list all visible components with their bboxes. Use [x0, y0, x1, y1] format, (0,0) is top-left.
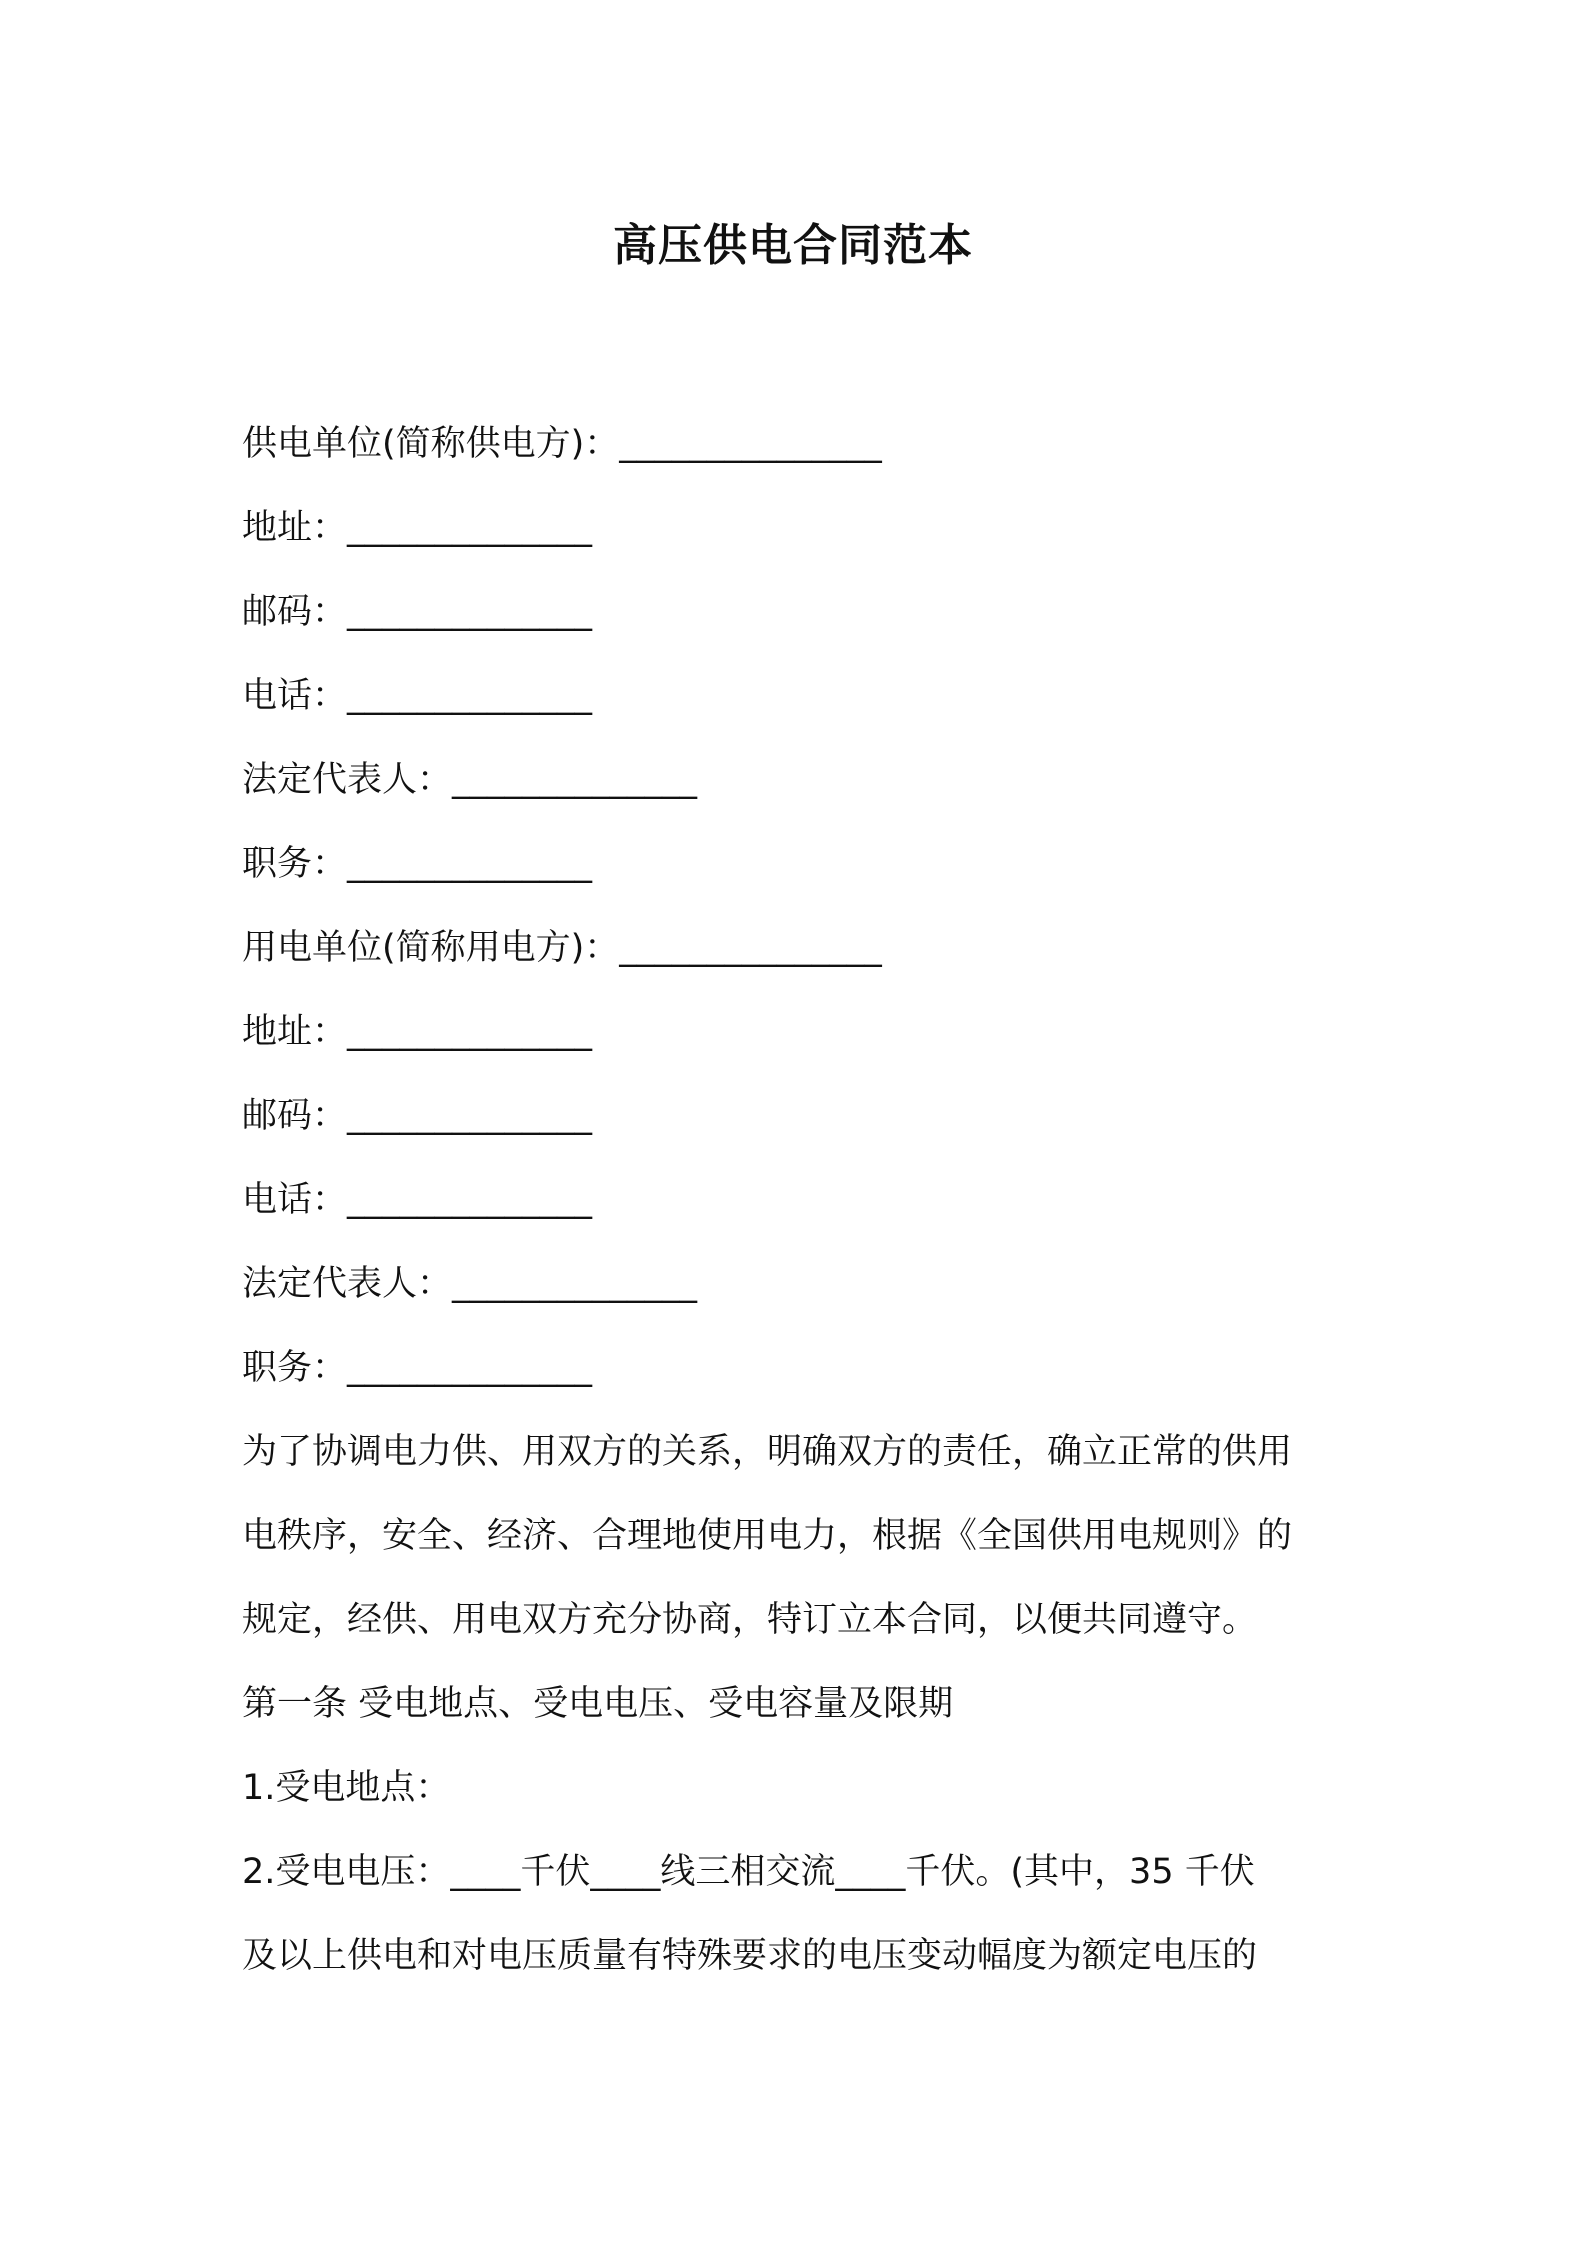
- supplier-postcode-field: 邮码：______________: [242, 592, 593, 632]
- consumer-postcode-field: 邮码：______________: [242, 1096, 593, 1136]
- preamble-line: 为了协调电力供、用双方的关系，明确双方的责任，确立正常的供用: [242, 1432, 1293, 1472]
- consumer-position-field: 职务：______________: [242, 1348, 593, 1388]
- document-title: 高压供电合同范本: [613, 220, 973, 271]
- preamble-line: 电秩序，安全、经济、合理地使用电力，根据《全国供用电规则》的: [242, 1516, 1293, 1556]
- document-body: [242, 402, 1362, 1998]
- item-1-receiving-location: 1.受电地点：: [242, 1768, 451, 1808]
- supplier-address-field: 地址：______________: [242, 508, 593, 548]
- consumer-name-field: 用电单位(简称用电方)：_______________: [242, 928, 882, 968]
- supplier-name-field: 供电单位(简称供电方)：_______________: [242, 424, 882, 464]
- article-1-heading: 第一条 受电地点、受电电压、受电容量及限期: [242, 1684, 954, 1724]
- supplier-position-field: 职务：______________: [242, 844, 593, 884]
- item-2-receiving-voltage: 2.受电电压：____千伏____线三相交流____千伏。(其中，35 千伏: [242, 1852, 1255, 1892]
- supplier-phone-field: 电话：______________: [242, 676, 593, 716]
- preamble-line: 规定，经供、用电双方充分协商，特订立本合同，以便共同遵守。: [242, 1600, 1258, 1640]
- item-2-continuation: 及以上供电和对电压质量有特殊要求的电压变动幅度为额定电压的: [242, 1936, 1258, 1976]
- consumer-phone-field: 电话：______________: [242, 1180, 593, 1220]
- consumer-legal-rep-field: 法定代表人：______________: [242, 1264, 698, 1304]
- supplier-legal-rep-field: 法定代表人：______________: [242, 760, 698, 800]
- consumer-address-field: 地址：______________: [242, 1012, 593, 1052]
